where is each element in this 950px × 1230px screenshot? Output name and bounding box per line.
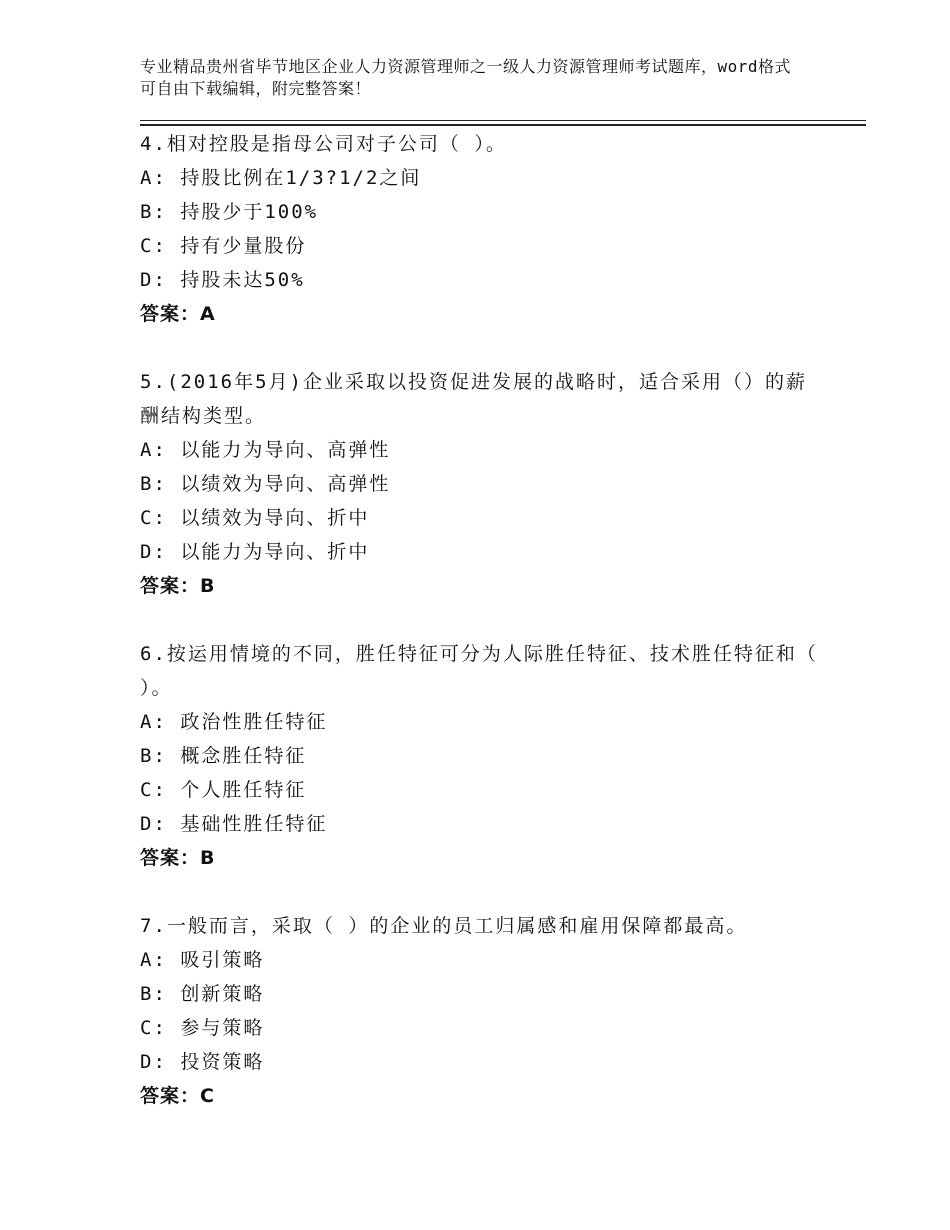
- document-header: 专业精品贵州省毕节地区企业人力资源管理师之一级人力资源管理师考试题库，word格式可自由下载编辑，附完整答案！: [140, 57, 792, 98]
- question-7: [140, 909, 820, 1113]
- option-c: C: 持有少量股份: [140, 235, 307, 257]
- option-a: A: 吸引策略: [140, 949, 265, 971]
- header-divider-thick: [140, 124, 866, 126]
- answer-line: 答案：B: [140, 575, 216, 597]
- answer-line: 答案：B: [140, 847, 216, 869]
- option-c: C: 以绩效为导向、折中: [140, 507, 370, 529]
- answer-line: 答案：C: [140, 1085, 215, 1107]
- option-b: B: 以绩效为导向、高弹性: [140, 473, 391, 495]
- option-d: D: 以能力为导向、折中: [140, 541, 370, 563]
- question-stem: 6.按运用情境的不同，胜任特征可分为人际胜任特征、技术胜任特征和（ ）。: [140, 643, 818, 699]
- option-b: B: 持股少于100%: [140, 201, 319, 223]
- option-d: D: 基础性胜任特征: [140, 813, 328, 835]
- option-a: A: 持股比例在1/3?1/2之间: [140, 167, 422, 189]
- option-c: C: 个人胜任特征: [140, 779, 307, 801]
- option-b: B: 概念胜任特征: [140, 745, 307, 767]
- question-stem: 5.(2016年5月)企业采取以投资促进发展的战略时，适合采用（）的薪酬结构类型。: [140, 371, 807, 427]
- answer-line: 答案：A: [140, 303, 216, 325]
- option-c: C: 参与策略: [140, 1017, 265, 1039]
- question-6: [140, 637, 820, 875]
- option-d: D: 投资策略: [140, 1051, 265, 1073]
- question-stem: 7.一般而言，采取（ ）的企业的员工归属感和雇用保障都最高。: [140, 915, 748, 937]
- option-d: D: 持股未达50%: [140, 269, 305, 291]
- question-list: [140, 127, 820, 1113]
- question-4: [140, 127, 820, 331]
- option-a: A: 以能力为导向、高弹性: [140, 439, 391, 461]
- question-stem: 4.相对控股是指母公司对子公司（ ）。: [140, 133, 507, 155]
- option-b: B: 创新策略: [140, 983, 265, 1005]
- option-a: A: 政治性胜任特征: [140, 711, 328, 733]
- question-5: [140, 365, 820, 603]
- header-divider: [140, 120, 866, 121]
